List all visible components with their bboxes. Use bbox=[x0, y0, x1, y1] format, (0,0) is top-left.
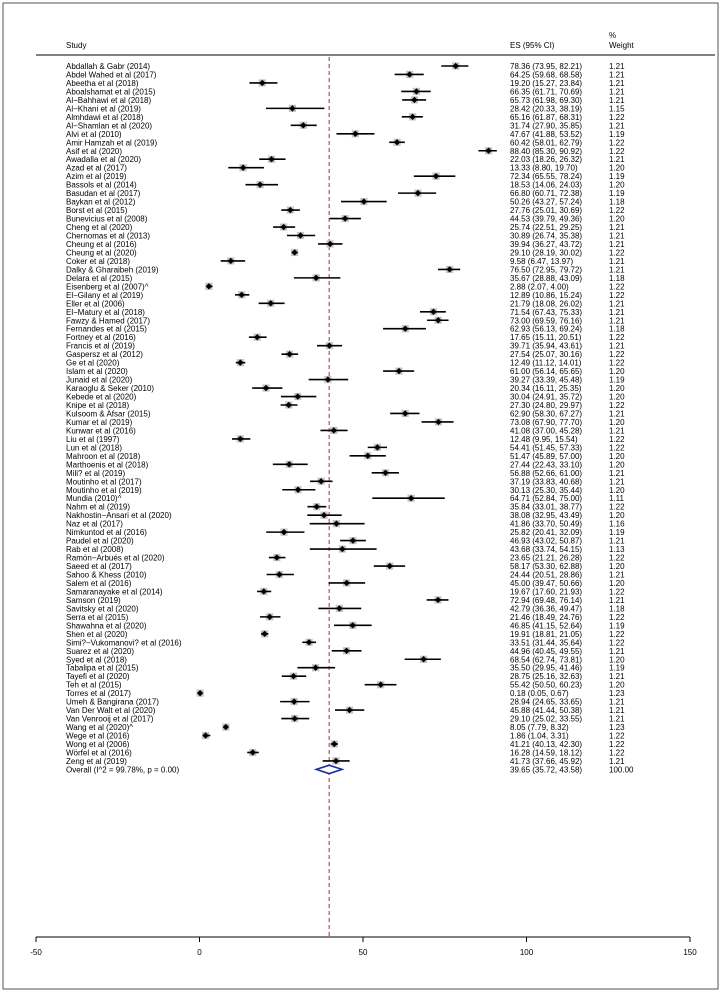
es-ci-value: 38.08 (32.95, 43.49) bbox=[510, 511, 583, 521]
es-ci-value: 22.03 (18.26, 26.32) bbox=[510, 155, 583, 165]
study-name: Cheung et al (2020) bbox=[66, 248, 137, 258]
es-ci-value: 19.67 (17.60, 21.93) bbox=[510, 587, 583, 597]
weight-value: 1.21 bbox=[609, 426, 625, 436]
weight-value: 1.21 bbox=[609, 468, 625, 478]
study-column-header: Study bbox=[66, 41, 87, 50]
es-ci-value: 27.44 (22.43, 33.10) bbox=[510, 460, 583, 470]
study-name: Borst et al (2015) bbox=[66, 206, 128, 216]
weight-value: 1.21 bbox=[609, 672, 625, 682]
weight-value: 1.21 bbox=[609, 223, 625, 233]
es-ci-value: 47.67 (41.88, 53.52) bbox=[510, 129, 583, 139]
es-ci-value: 33.51 (31.44, 35.64) bbox=[510, 638, 583, 648]
study-name: Marthoenis et al (2018) bbox=[66, 460, 149, 470]
es-ci-value: 41.73 (37.66, 45.92) bbox=[510, 756, 583, 766]
weight-value: 1.21 bbox=[609, 316, 625, 326]
overall-label: Overall (I^2 = 99.78%, p = 0.00) bbox=[66, 765, 180, 775]
es-ci-value: 73.00 (69.59, 76.16) bbox=[510, 316, 583, 326]
es-ci-value: 25.74 (22.51, 29.25) bbox=[510, 223, 583, 233]
study-name: El−Matury et al (2018) bbox=[66, 307, 145, 317]
weight-value: 1.22 bbox=[609, 553, 625, 563]
x-axis-tick-label: 0 bbox=[197, 948, 202, 957]
weight-value: 1.22 bbox=[609, 434, 625, 444]
weight-value: 1.22 bbox=[609, 612, 625, 622]
es-ci-value: 19.20 (15.27, 23.84) bbox=[510, 78, 583, 88]
study-name: Torres et al (2017) bbox=[66, 689, 131, 699]
weight-value: 1.22 bbox=[609, 358, 625, 368]
es-ci-value: 35.67 (28.88, 43.09) bbox=[510, 273, 583, 283]
es-ci-value: 31.74 (27.90, 35.85) bbox=[510, 121, 583, 131]
study-name: Al−Bahhawi et al (2018) bbox=[66, 95, 152, 105]
study-name: Aboalshamat et al (2015) bbox=[66, 87, 156, 97]
weight-value: 1.22 bbox=[609, 629, 625, 639]
weight-value: 1.20 bbox=[609, 451, 625, 461]
es-ci-value: 24.44 (20.51, 28.86) bbox=[510, 570, 583, 580]
weight-value: 1.21 bbox=[609, 570, 625, 580]
study-name: El−Gilany et al (2019) bbox=[66, 290, 144, 300]
study-name: Fortney et al (2016) bbox=[66, 333, 136, 343]
weight-value: 1.22 bbox=[609, 740, 625, 749]
weight-value: 1.21 bbox=[609, 62, 625, 71]
study-name: Bunevicius et al (2008) bbox=[66, 214, 148, 224]
es-ci-value: 37.19 (33.83, 40.68) bbox=[510, 477, 583, 487]
study-name: Chernomas et al (2013) bbox=[66, 231, 151, 241]
study-name: Rab et al (2008) bbox=[66, 545, 124, 555]
weight-value: 1.18 bbox=[609, 197, 625, 207]
weight-value: 1.21 bbox=[609, 70, 625, 80]
es-ci-value: 44.53 (39.79, 49.36) bbox=[510, 214, 583, 224]
study-name: Sahoo & Khess (2010) bbox=[66, 570, 147, 580]
study-name: Van Venrooij et al (2017) bbox=[66, 714, 154, 724]
weight-value: 1.20 bbox=[609, 562, 625, 572]
study-name: Azad et al (2017) bbox=[66, 163, 127, 173]
es-ci-value: 60.42 (58.01, 62.79) bbox=[510, 138, 583, 148]
study-name: Nimkuntod et al (2016) bbox=[66, 528, 147, 538]
study-name: Kunwar et al (2016) bbox=[66, 426, 136, 436]
study-name: Suarez et al (2020) bbox=[66, 646, 135, 656]
es-ci-value: 35.84 (33.01, 38.77) bbox=[510, 502, 583, 512]
es-ci-value: 8.05 (7.79, 8.32) bbox=[510, 723, 569, 733]
weight-value: 1.20 bbox=[609, 367, 625, 377]
es-ci-value: 41.08 (37.00, 45.28) bbox=[510, 426, 583, 436]
weight-value: 1.11 bbox=[609, 494, 624, 504]
weight-value: 1.21 bbox=[609, 595, 625, 605]
study-name: Abdallah & Gabr (2014) bbox=[66, 62, 151, 71]
weight-value: 1.22 bbox=[609, 146, 625, 156]
es-ci-value: 30.89 (26.74, 35.38) bbox=[510, 231, 583, 241]
weight-value: 1.21 bbox=[609, 409, 625, 419]
es-ci-value: 46.85 (41.15, 52.64) bbox=[510, 621, 583, 631]
weight-value: 1.20 bbox=[609, 180, 625, 190]
study-name: Abeetha et al (2018) bbox=[66, 78, 139, 88]
es-ci-value: 13.33 (8.80, 19.70) bbox=[510, 163, 578, 173]
es-ci-value: 61.00 (56.14, 65.65) bbox=[510, 367, 583, 377]
weight-value: 1.19 bbox=[609, 129, 625, 139]
es-ci-value: 73.08 (67.90, 77.70) bbox=[510, 417, 583, 427]
study-name: Saeed et al (2017) bbox=[66, 562, 132, 572]
weight-value: 1.21 bbox=[609, 265, 625, 275]
x-axis-tick-label: 150 bbox=[683, 948, 697, 957]
weight-value: 1.20 bbox=[609, 392, 625, 402]
weight-value: 1.20 bbox=[609, 680, 625, 690]
weight-value: 1.21 bbox=[609, 714, 625, 724]
es-ci-value: 29.10 (25.02, 33.55) bbox=[510, 714, 583, 724]
es-ci-value: 58.17 (53.30, 62.88) bbox=[510, 562, 583, 572]
weight-value: 1.22 bbox=[609, 587, 625, 597]
weight-column-header-percent: % bbox=[609, 31, 617, 40]
study-name: Basudan et al (2017) bbox=[66, 189, 141, 199]
study-name: Samaranayake et al (2014) bbox=[66, 587, 163, 597]
study-name: Mili? et al (2019) bbox=[66, 468, 126, 478]
study-name: Shen et al (2020) bbox=[66, 629, 128, 639]
es-ci-value: 76.50 (72.95, 79.72) bbox=[510, 265, 583, 275]
es-ci-value: 65.73 (61.98, 69.30) bbox=[510, 95, 583, 105]
study-name: Junaid et al (2020) bbox=[66, 375, 133, 385]
study-name: Wang et al (2020)^ bbox=[66, 723, 134, 733]
study-name: Baykan et al (2012) bbox=[66, 197, 136, 207]
es-ci-value: 41.21 (40.13, 42.30) bbox=[510, 740, 583, 749]
es-ci-value: 44.96 (40.45, 49.55) bbox=[510, 646, 583, 656]
study-name: Serra et al (2015) bbox=[66, 612, 129, 622]
es-ci-value: 28.94 (24.65, 33.65) bbox=[510, 697, 583, 707]
es-ci-value: 9.58 (6.47, 13.97) bbox=[510, 256, 574, 266]
weight-value: 1.22 bbox=[609, 112, 625, 122]
es-ci-value: 29.10 (28.19, 30.02) bbox=[510, 248, 583, 258]
study-name: Almhdawi et al (2018) bbox=[66, 112, 144, 122]
weight-value: 1.19 bbox=[609, 375, 625, 385]
study-name: Van Der Walt et al (2020) bbox=[66, 706, 156, 716]
study-name: Teh et al (2015) bbox=[66, 680, 122, 690]
study-name: Tayefi et al (2020) bbox=[66, 672, 130, 682]
study-name: Umeh & Bangirana (2017) bbox=[66, 697, 159, 707]
weight-value: 1.22 bbox=[609, 748, 625, 758]
es-ci-value: 0.18 (0.05, 0.67) bbox=[510, 689, 569, 699]
weight-value: 1.21 bbox=[609, 307, 625, 317]
study-name: Al−Khani et al (2019) bbox=[66, 104, 141, 114]
weight-value: 1.22 bbox=[609, 350, 625, 360]
study-name: Paudel et al (2020) bbox=[66, 536, 134, 546]
weight-value: 1.18 bbox=[609, 604, 625, 614]
es-ci-value: 68.54 (62.74, 73.81) bbox=[510, 655, 583, 665]
study-name: Azim et al (2019) bbox=[66, 172, 127, 182]
weight-value: 1.20 bbox=[609, 460, 625, 470]
weight-value: 1.22 bbox=[609, 333, 625, 343]
weight-value: 1.23 bbox=[609, 723, 625, 733]
study-name: Moutinho et al (2019) bbox=[66, 485, 142, 495]
es-ci-value: 42.79 (36.36, 49.47) bbox=[510, 604, 583, 614]
study-name: Nakhostin−Ansari et al (2020) bbox=[66, 511, 172, 521]
weight-value: 1.21 bbox=[609, 477, 625, 487]
es-ci-value: 16.28 (14.59, 18.12) bbox=[510, 748, 583, 758]
weight-value: 1.19 bbox=[609, 528, 625, 538]
weight-value: 1.19 bbox=[609, 172, 625, 182]
weight-value: 1.21 bbox=[609, 239, 625, 249]
weight-value: 1.21 bbox=[609, 756, 625, 766]
weight-value: 1.21 bbox=[609, 256, 625, 266]
es-ci-value: 12.49 (11.12, 14.01) bbox=[510, 358, 582, 368]
study-name: Fawzy & Hamed (2017) bbox=[66, 316, 151, 326]
weight-value: 1.21 bbox=[609, 95, 625, 105]
study-name: Mundia (2010)^ bbox=[66, 494, 122, 504]
study-name: Wege et al (2016) bbox=[66, 731, 130, 741]
es-ci-value: 62.90 (58.30, 67.27) bbox=[510, 409, 583, 419]
weight-value: 1.21 bbox=[609, 78, 625, 88]
es-ci-value: 28.75 (25.16, 32.63) bbox=[510, 672, 583, 682]
weight-value: 1.21 bbox=[609, 646, 625, 656]
study-name: Amir Hamzah et al (2019) bbox=[66, 138, 158, 148]
weight-value: 1.20 bbox=[609, 578, 625, 588]
study-name: Karaoglu & Seker (2010) bbox=[66, 384, 155, 394]
weight-value: 1.21 bbox=[609, 155, 625, 165]
es-ci-value: 17.65 (15.11, 20.51) bbox=[510, 333, 582, 343]
study-name: Ge et al (2020) bbox=[66, 358, 120, 368]
study-name: Delara et al (2015) bbox=[66, 273, 133, 283]
study-name: Shawahna et al (2020) bbox=[66, 621, 147, 631]
weight-value: 1.22 bbox=[609, 443, 625, 453]
es-ci-value: 28.42 (20.33, 38.19) bbox=[510, 104, 583, 114]
study-name: Islam et al (2020) bbox=[66, 367, 128, 377]
study-name: Gaspersz et al (2012) bbox=[66, 350, 143, 360]
weight-value: 1.20 bbox=[609, 655, 625, 665]
study-name: Al−Shamlan et al (2020) bbox=[66, 121, 153, 131]
study-name: Liu et al (1997) bbox=[66, 434, 120, 444]
es-ci-value: 45.00 (39.47, 50.66) bbox=[510, 578, 583, 588]
es-ci-value: 2.88 (2.07, 4.00) bbox=[510, 282, 569, 292]
weight-value: 1.22 bbox=[609, 138, 625, 148]
es-ci-value: 39.27 (33.39, 45.48) bbox=[510, 375, 583, 385]
es-column-header: ES (95% CI) bbox=[510, 41, 555, 50]
weight-value: 1.19 bbox=[609, 663, 625, 673]
es-ci-value: 21.46 (18.49, 24.76) bbox=[510, 612, 583, 622]
study-name: Cheng et al (2020) bbox=[66, 223, 133, 233]
es-ci-value: 23.65 (21.21, 26.28) bbox=[510, 553, 583, 563]
es-ci-value: 35.50 (29.95, 41.46) bbox=[510, 663, 583, 673]
es-ci-value: 71.54 (67.43, 75.33) bbox=[510, 307, 583, 317]
es-ci-value: 46.93 (43.02, 50.87) bbox=[510, 536, 583, 546]
study-name: Salem et al (2016) bbox=[66, 578, 132, 588]
study-name: Eller et al (2006) bbox=[66, 299, 125, 309]
study-name: Bassols et al (2014) bbox=[66, 180, 137, 190]
es-ci-value: 72.94 (69.48, 76.14) bbox=[510, 595, 583, 605]
weight-value: 1.18 bbox=[609, 273, 625, 283]
study-name: Syed et al (2018) bbox=[66, 655, 127, 665]
es-ci-value: 64.71 (52.84, 75.00) bbox=[510, 494, 583, 504]
study-name: Kebede et al (2020) bbox=[66, 392, 137, 402]
es-ci-value: 19.91 (18.81, 21.05) bbox=[510, 629, 583, 639]
es-ci-value: 1.86 (1.04, 3.31) bbox=[510, 731, 569, 741]
es-ci-value: 72.34 (65.55, 78.24) bbox=[510, 172, 583, 182]
es-ci-value: 65.16 (61.87, 68.31) bbox=[510, 112, 583, 122]
study-name: Ramón−Arbués et al (2020) bbox=[66, 553, 165, 563]
study-name: Asif et al (2020) bbox=[66, 146, 123, 156]
study-name: Mahroon et al (2018) bbox=[66, 451, 141, 461]
es-ci-value: 45.88 (41.44, 50.38) bbox=[510, 706, 583, 716]
study-name: Dalky & Gharaibeh (2019) bbox=[66, 265, 159, 275]
weight-value: 1.21 bbox=[609, 706, 625, 716]
study-name: Wong et al (2006) bbox=[66, 740, 130, 749]
study-name: Kulsoom & Afsar (2015) bbox=[66, 409, 151, 419]
weight-value: 1.20 bbox=[609, 417, 625, 427]
es-ci-value: 88.40 (85.30, 90.92) bbox=[510, 146, 583, 156]
weight-value: 1.21 bbox=[609, 536, 625, 546]
weight-value: 1.22 bbox=[609, 401, 625, 410]
study-name: Zeng et al (2019) bbox=[66, 756, 127, 766]
es-ci-value: 54.41 (51.45, 57.33) bbox=[510, 443, 583, 453]
weight-value: 1.20 bbox=[609, 384, 625, 394]
weight-value: 1.22 bbox=[609, 638, 625, 648]
weight-value: 1.21 bbox=[609, 341, 625, 351]
study-name: Abdel Wahed et al (2017) bbox=[66, 70, 157, 80]
es-ci-value: 18.53 (14.06, 24.03) bbox=[510, 180, 583, 190]
study-name: Samson (2019) bbox=[66, 595, 121, 605]
weight-value: 1.22 bbox=[609, 282, 625, 292]
x-axis-tick-label: 50 bbox=[358, 948, 368, 957]
study-name: Lun et al (2018) bbox=[66, 443, 123, 453]
study-name: Eisenberg et al (2007)^ bbox=[66, 282, 149, 292]
weight-value: 1.15 bbox=[609, 104, 625, 114]
study-name: Kumar et al (2019) bbox=[66, 417, 133, 427]
es-ci-value: 12.48 (9.95, 15.54) bbox=[510, 434, 578, 444]
weight-value: 1.21 bbox=[609, 231, 625, 241]
weight-value: 1.22 bbox=[609, 248, 625, 258]
es-ci-value: 66.80 (60.71, 72.38) bbox=[510, 189, 583, 199]
study-name: Wörfel et al (2016) bbox=[66, 748, 132, 758]
es-ci-value: 12.89 (10.86, 15.24) bbox=[510, 290, 583, 300]
es-ci-value: 66.35 (61.71, 70.69) bbox=[510, 87, 583, 97]
es-ci-value: 21.79 (18.08, 26.02) bbox=[510, 299, 583, 309]
es-ci-value: 27.76 (25.01, 30.69) bbox=[510, 206, 583, 216]
es-ci-value: 50.26 (43.27, 57.24) bbox=[510, 197, 583, 207]
es-ci-value: 30.04 (24.91, 35.72) bbox=[510, 392, 583, 402]
es-ci-value: 55.42 (50.50, 60.23) bbox=[510, 680, 583, 690]
study-name: Naz et al (2017) bbox=[66, 519, 123, 529]
x-axis-tick-label: -50 bbox=[30, 948, 42, 957]
weight-value: 1.20 bbox=[609, 511, 625, 521]
es-ci-value: 27.30 (24.80, 29.97) bbox=[510, 401, 583, 410]
es-ci-value: 64.25 (59.68, 68.58) bbox=[510, 70, 583, 80]
overall-weight-value: 100.00 bbox=[609, 765, 634, 775]
es-ci-value: 27.54 (25.07, 30.16) bbox=[510, 350, 583, 360]
study-name: Coker et al (2018) bbox=[66, 256, 131, 266]
weight-value: 1.16 bbox=[609, 519, 625, 529]
weight-value: 1.21 bbox=[609, 299, 625, 309]
es-ci-value: 51.47 (45.89, 57.00) bbox=[510, 451, 583, 461]
weight-value: 1.13 bbox=[609, 545, 625, 555]
weight-value: 1.22 bbox=[609, 290, 625, 300]
es-ci-value: 39.71 (35.94, 43.61) bbox=[510, 341, 583, 351]
weight-value: 1.21 bbox=[609, 121, 625, 131]
overall-es-ci-value: 39.65 (35.72, 43.58) bbox=[510, 765, 583, 775]
weight-value: 1.22 bbox=[609, 502, 625, 512]
study-name: Knipe et al (2018) bbox=[66, 401, 130, 410]
es-ci-value: 41.86 (33.70, 50.49) bbox=[510, 519, 583, 529]
weight-value: 1.19 bbox=[609, 189, 625, 199]
es-ci-value: 30.13 (25.30, 35.44) bbox=[510, 485, 583, 495]
study-name: Alvi et al (2010) bbox=[66, 129, 122, 139]
es-ci-value: 43.68 (33.74, 54.15) bbox=[510, 545, 583, 555]
es-ci-value: 39.94 (36.27, 43.72) bbox=[510, 239, 583, 249]
weight-value: 1.18 bbox=[609, 324, 625, 334]
es-ci-value: 78.36 (73.95, 82.21) bbox=[510, 62, 583, 71]
weight-value: 1.19 bbox=[609, 621, 625, 631]
study-name: Francis et al (2019) bbox=[66, 341, 135, 351]
es-ci-value: 56.88 (52.66, 61.00) bbox=[510, 468, 583, 478]
study-name: Simi?−Vukomanovi? et al (2016) bbox=[66, 638, 182, 648]
study-name: Cheung et al (2016) bbox=[66, 239, 137, 249]
weight-value: 1.20 bbox=[609, 214, 625, 224]
es-ci-value: 25.82 (20.41, 32.09) bbox=[510, 528, 583, 538]
weight-value: 1.21 bbox=[609, 697, 625, 707]
weight-value: 1.20 bbox=[609, 163, 625, 173]
weight-value: 1.20 bbox=[609, 485, 625, 495]
es-ci-value: 20.34 (16.11, 25.35) bbox=[510, 384, 582, 394]
weight-value: 1.22 bbox=[609, 206, 625, 216]
study-name: Moutinho et al (2017) bbox=[66, 477, 142, 487]
study-name: Nahm et al (2019) bbox=[66, 502, 131, 512]
x-axis-tick-label: 100 bbox=[519, 948, 534, 957]
study-name: Tabalipa et al (2015) bbox=[66, 663, 139, 673]
study-name: Savitsky et al (2020) bbox=[66, 604, 139, 614]
es-ci-value: 62.93 (56.13, 69.24) bbox=[510, 324, 583, 334]
weight-value: 1.22 bbox=[609, 731, 625, 741]
weight-value: 1.23 bbox=[609, 689, 625, 699]
study-name: Fernandes et al (2015) bbox=[66, 324, 147, 334]
study-name: Awadalla et al (2020) bbox=[66, 155, 142, 165]
weight-value: 1.21 bbox=[609, 87, 625, 97]
weight-column-header: Weight bbox=[609, 41, 634, 50]
